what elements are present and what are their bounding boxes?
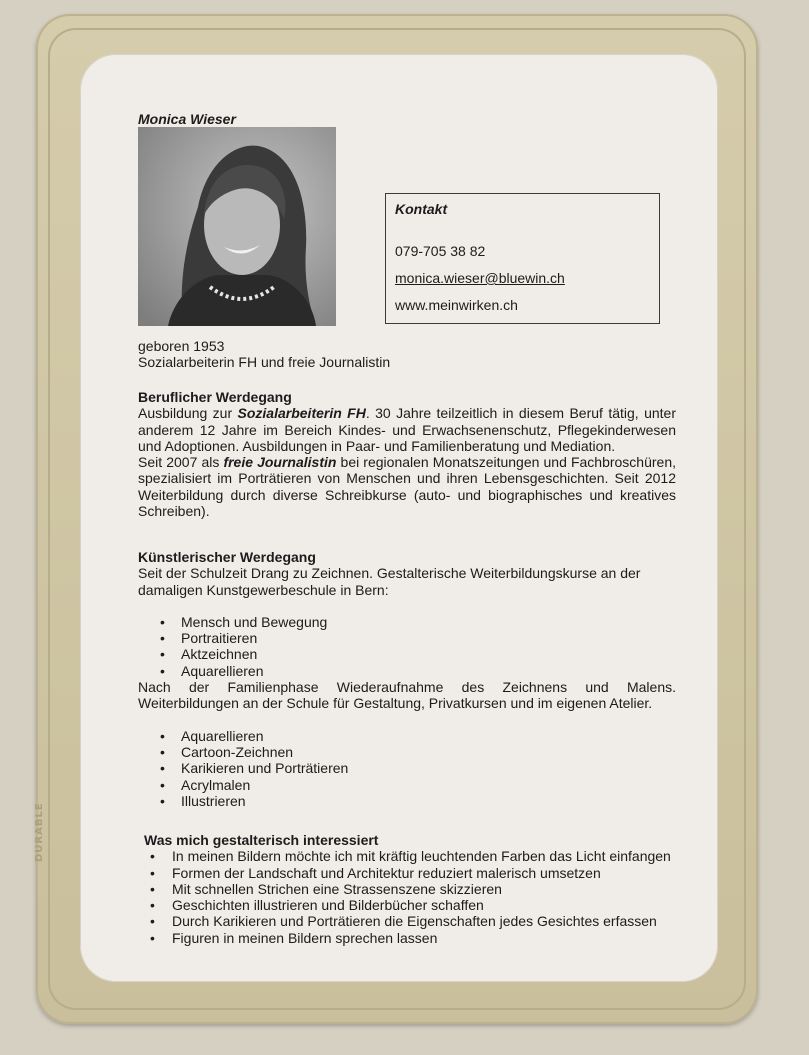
person-name: Monica Wieser bbox=[138, 111, 236, 127]
list-item: • Durch Karikieren und Porträtieren die Eigenschaften jedes Gesichtes erfassen bbox=[144, 913, 682, 929]
list-item: • Karikieren und Porträtieren bbox=[138, 760, 676, 776]
career-paragraph-2: Seit 2007 als freie Journalistin bei regionalen Monatszeitungen und Fachbroschüren, spezialisiert im Porträtieren von Menschen und ihren Lebensgeschichten. Seit 2012 Weiterbildung durch diverse Schreibkurse (auto- und biographisches und kreatives Schreiben). bbox=[138, 454, 676, 520]
list-item: • Mensch und Bewegung bbox=[138, 614, 676, 630]
contact-phone: 079-705 38 82 bbox=[395, 243, 486, 259]
list-item: • Aktzeichnen bbox=[138, 646, 676, 662]
artistic-middle: Nach der Familienphase Wiederaufnahme des Zeichnens und Malens. Weiterbildungen an der Schule für Gestaltung, Privatkursen und im eigenen Atelier. bbox=[138, 679, 676, 712]
birth-year: geboren 1953 bbox=[138, 338, 225, 354]
profession: Sozialarbeiterin FH und freie Journalistin bbox=[138, 354, 391, 371]
frame-brand-label: DURABLE bbox=[34, 802, 45, 862]
list-item: • Cartoon-Zeichnen bbox=[138, 744, 676, 760]
career-section bbox=[138, 389, 676, 519]
contact-title: Kontakt bbox=[395, 201, 448, 217]
interests-section bbox=[144, 832, 682, 946]
list-item: • Geschichten illustrieren und Bilderbücher schaffen bbox=[144, 897, 682, 913]
portrait-photo bbox=[138, 127, 336, 326]
contact-email-link[interactable]: monica.wieser@bluewin.ch bbox=[395, 270, 565, 286]
list-item: • Acrylmalen bbox=[138, 777, 676, 793]
artistic-intro: Seit der Schulzeit Drang zu Zeichnen. Gestalterische Weiterbildungskurse an der damaligen Kunstgewerbeschule in Bern: bbox=[138, 565, 641, 598]
list-item: • Figuren in meinen Bildern sprechen lassen bbox=[144, 930, 682, 946]
course-list-2 bbox=[138, 728, 676, 809]
list-item: • Portraitieren bbox=[138, 630, 676, 646]
list-item: • Aquarellieren bbox=[138, 663, 676, 679]
artistic-section bbox=[138, 549, 676, 809]
list-item: • Mit schnellen Strichen eine Strassenszene skizzieren bbox=[144, 881, 682, 897]
career-paragraph-1: Ausbildung zur Sozialarbeiterin FH. 30 Jahre teilzeitlich in diesem Beruf tätig, unter anderem 12 Jahre im Bereich Kindes- und Erwachsenenschutz, Pflegekinderwesen und Adoptionen. Ausbildungen in Paar- und Familienberatung und Mediation. bbox=[138, 405, 676, 454]
contact-box bbox=[385, 193, 660, 324]
portrait-image bbox=[138, 127, 336, 326]
interests-list bbox=[144, 848, 682, 946]
interests-heading: Was mich gestalterisch interessiert bbox=[144, 832, 379, 848]
list-item: • Aquarellieren bbox=[138, 728, 676, 744]
list-item: • Formen der Landschaft und Architektur reduziert malerisch umsetzen bbox=[144, 865, 682, 881]
intro-block bbox=[138, 338, 676, 371]
contact-website: www.meinwirken.ch bbox=[395, 297, 518, 313]
list-item: • In meinen Bildern möchte ich mit kräftig leuchtenden Farben das Licht einfangen bbox=[144, 848, 682, 864]
list-item: • Illustrieren bbox=[138, 793, 676, 809]
artistic-heading: Künstlerischer Werdegang bbox=[138, 549, 316, 565]
career-heading: Beruflicher Werdegang bbox=[138, 389, 292, 405]
course-list-1 bbox=[138, 614, 676, 679]
